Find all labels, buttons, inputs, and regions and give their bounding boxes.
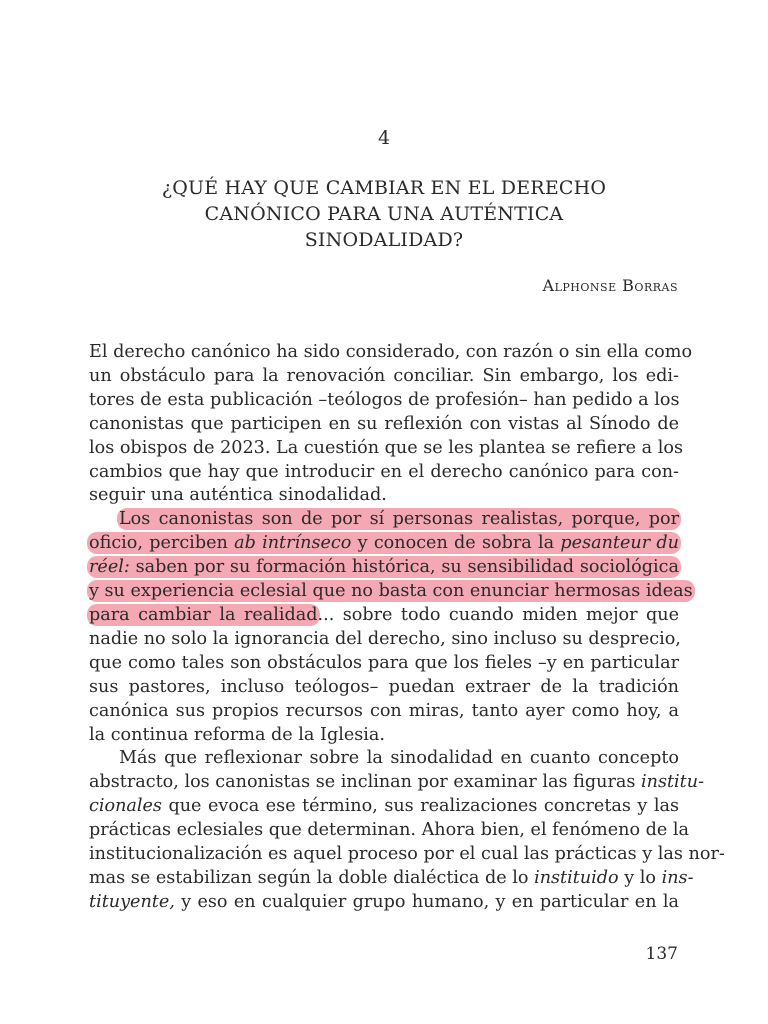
text-line: los obispos de 2023. La cuestión que se les plantea se refiere a los	[89, 437, 683, 458]
page-number: 137	[645, 944, 678, 964]
highlight: y su experiencia eclesial que no basta con enunciar hermosas ideas	[89, 581, 693, 602]
text-run: abstracto, los canonistas se inclinan por examinar las figuras	[89, 772, 641, 793]
highlight: Los canonistas son de por sí personas realistas, porque, por	[119, 509, 679, 530]
text-line	[89, 771, 705, 795]
text-run: ... sobre todo cuando miden mejor que	[317, 604, 679, 625]
text-line: institucionalización es aquel proceso por el cual las prácticas y las nor-	[89, 844, 725, 865]
text-line: El derecho canónico ha sido considerado, con razón o sin ella como	[89, 342, 693, 362]
text-run: oficio, perciben	[89, 533, 235, 554]
italic-phrase: réel:	[89, 557, 130, 578]
text-line: un obstáculo para la renovación conciliar. Sin embargo, los edi-	[89, 365, 679, 386]
chapter-title-line: ¿QUÉ HAY QUE CAMBIAR EN EL DERECHO	[161, 177, 607, 199]
text-line: sus pastores, incluso teólogos– puedan extraer de la tradición	[89, 676, 679, 697]
text-run: saben por su formación histórica, su sensibilidad sociológica	[129, 557, 679, 578]
italic-phrase: ins-	[661, 867, 694, 888]
highlight: para cambiar la realidad	[89, 604, 318, 625]
text-line: nadie no solo la ignorancia del derecho, sino incluso su desprecio,	[89, 628, 681, 649]
italic-phrase: pesanteur du	[560, 533, 679, 554]
text-line: cambios que hay que introducir en el derecho canónico para con-	[89, 461, 679, 482]
text-line: tores de esta publicación –teólogos de profesión– han pedido a los	[89, 389, 680, 410]
text-line: la continua reforma de la Iglesia.	[89, 724, 385, 745]
text-run: y conocen de sobra la	[351, 533, 561, 554]
italic-phrase: cionales	[89, 796, 162, 817]
text-line: canonistas que participen en su reflexión con vistas al Sínodo de	[89, 413, 679, 434]
italic-phrase: institu-	[640, 772, 705, 793]
chapter-number: 4	[377, 127, 391, 149]
italic-phrase: tituyente,	[89, 891, 175, 912]
text-run: mas se estabilizan según la doble dialéctica de lo	[89, 867, 535, 888]
highlight	[87, 556, 681, 578]
text-line: Más que reflexionar sobre la sinodalidad en cuanto concepto	[119, 748, 679, 769]
text-line	[89, 867, 694, 891]
text-line: canónica sus propios recursos con miras, tanto ayer como hoy, a	[89, 700, 679, 721]
text-line	[89, 604, 679, 628]
chapter-title-line: SINODALIDAD?	[304, 229, 464, 251]
chapter-title-line: CANÓNICO PARA UNA AUTÉNTICA	[204, 203, 564, 225]
text-line	[89, 795, 679, 819]
text-run: que evoca ese término, sus realizaciones concretas y las	[161, 796, 679, 817]
text-line	[89, 580, 693, 604]
highlight	[87, 532, 681, 554]
text-line	[89, 556, 679, 580]
text-run: y lo	[618, 867, 662, 888]
body-text	[89, 341, 725, 915]
author-name: Alphonse Borras	[542, 276, 678, 295]
text-line	[89, 891, 679, 915]
italic-phrase: instituido	[534, 867, 619, 888]
text-line	[89, 508, 679, 532]
text-line: seguir una auténtica sinodalidad.	[89, 485, 387, 506]
text-line	[89, 532, 679, 556]
text-line: prácticas eclesiales que determinan. Ahora bien, el fenómeno de la	[89, 820, 690, 841]
text-run: y eso en cualquier grupo humano, y en particular en la	[174, 891, 679, 912]
italic-phrase: ab intrínseco	[234, 533, 352, 554]
chapter-title	[120, 175, 648, 253]
text-line: que como tales son obstáculos para que los fieles –y en particular	[89, 652, 679, 673]
